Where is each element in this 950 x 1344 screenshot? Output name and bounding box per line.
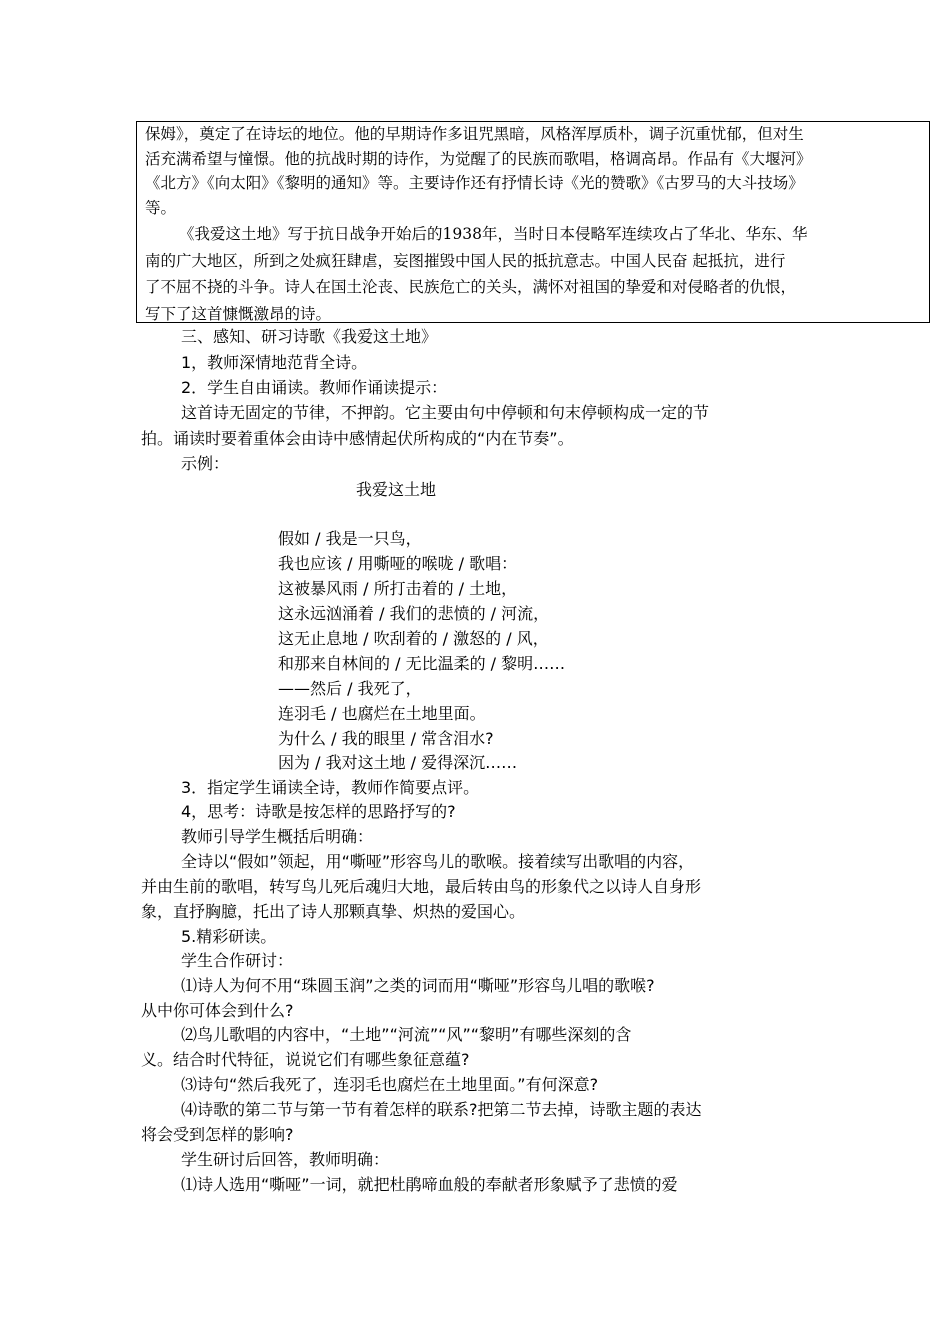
poem-line: 为什么 / 我的眼里 / 常含泪水? <box>278 729 494 748</box>
background-line: 《我爱这土地》写于抗日战争开始后的1938年，当时日本侵略军连续攻占了华北、华东、华 <box>179 225 808 243</box>
background-line: 了不屈不挠的斗争。诗人在国土沦丧、民族危亡的关头，满怀对祖国的挚爱和对侵略者的仇恨， <box>145 278 797 296</box>
reading-tip: 这首诗无固定的节律，不押韵。它主要由句中停顿和句末停顿构成一定的节 <box>181 403 710 422</box>
background-line: 写下了这首慷慨激昂的诗。 <box>145 304 332 323</box>
poem-line: 假如 / 我是一只鸟， <box>278 529 422 548</box>
question-text: 义。结合时代特征，说说它们有哪些象征意蕴? <box>141 1050 470 1069</box>
step-text: 2．学生自由诵读。教师作诵读提示： <box>181 378 448 397</box>
poem-line: 因为 / 我对这土地 / 爱得深沉…… <box>278 753 518 772</box>
poem-title: 我爱这土地 <box>356 480 437 499</box>
step-text: 4，思考：诗歌是按怎样的思路抒写的? <box>181 802 456 821</box>
summary-text: 象，直抒胸臆，托出了诗人那颗真挚、炽热的爱国心。 <box>141 902 526 921</box>
section-heading: 三、感知、研习诗歌《我爱这土地》 <box>181 327 438 346</box>
answer-text: ⑴诗人选用“嘶哑”一词，就把杜鹃啼血般的奉献者形象赋予了悲愤的爱 <box>181 1175 678 1194</box>
poem-line: ——然后 / 我死了， <box>278 679 422 698</box>
step-text: 3．指定学生诵读全诗，教师作简要点评。 <box>181 778 480 797</box>
question-text: ⑶诗句“然后我死了，连羽毛也腐烂在土地里面。”有何深意? <box>181 1075 599 1094</box>
bio-line: 活充满希望与憧憬。他的抗战时期的诗作，为觉醒了的民族而歌唱，格调高昂。作品有《大堰河》 <box>145 149 812 168</box>
coop-label: 学生合作研讨： <box>181 951 294 970</box>
step-text: 1，教师深情地范背全诗。 <box>181 353 368 372</box>
poem-line: 和那来自林间的 / 无比温柔的 / 黎明…… <box>278 654 566 673</box>
bio-line: 保姆》，奠定了在诗坛的地位。他的早期诗作多诅咒黑暗，风格浑厚质朴，调子沉重忧郁，但对生 <box>145 125 804 143</box>
bio-line: 等。 <box>145 198 177 217</box>
question-text: 将会受到怎样的影响? <box>141 1125 294 1144</box>
question-text: ⑷诗歌的第二节与第一节有着怎样的联系?把第二节去掉，诗歌主题的表达 <box>181 1100 702 1119</box>
question-text: ⑴诗人为何不用“珠圆玉润”之类的词而用“嘶哑”形容鸟儿唱的歌喉? <box>181 976 655 995</box>
background-line: 南的广大地区，所到之处疯狂肆虐，妄图摧毁中国人民的抵抗意志。中国人民奋 起抵抗，进行 <box>145 251 786 270</box>
poem-line: 这无止息地 / 吹刮着的 / 激怒的 / 风， <box>278 629 549 648</box>
step-text: 5.精彩研读。 <box>181 927 277 946</box>
poem-line: 这被暴风雨 / 所打击着的 / 土地， <box>278 579 518 598</box>
bio-line: 《北方》《向太阳》《黎明的通知》等。主要诗作还有抒情长诗《光的赞歌》《古罗马的大斗技场》 <box>145 174 804 192</box>
poem-line: 我也应该 / 用嘶哑的喉咙 / 歌唱： <box>278 554 518 573</box>
question-text: 从中你可体会到什么? <box>141 1001 294 1020</box>
author-bio-box <box>136 121 930 323</box>
poem-line: 连羽毛 / 也腐烂在土地里面。 <box>278 704 486 723</box>
example-label: 示例： <box>181 454 230 473</box>
summary-text: 全诗以“假如”领起，用“嘶哑”形容鸟儿的歌喉。接着续写出歌唱的内容， <box>181 852 695 871</box>
answer-intro: 学生研讨后回答，教师明确： <box>181 1150 390 1169</box>
guide-text: 教师引导学生概括后明确： <box>181 827 374 846</box>
reading-tip: 拍。诵读时要着重体会由诗中感情起伏所构成的“内在节奏”。 <box>141 429 574 448</box>
summary-text: 并由生前的歌唱，转写鸟儿死后魂归大地，最后转由鸟的形象代之以诗人自身形 <box>141 877 702 896</box>
poem-line: 这永远汹涌着 / 我们的悲愤的 / 河流， <box>278 604 550 623</box>
question-text: ⑵鸟儿歌唱的内容中，“土地”“河流”“风”“黎明”有哪些深刻的含 <box>181 1025 632 1044</box>
